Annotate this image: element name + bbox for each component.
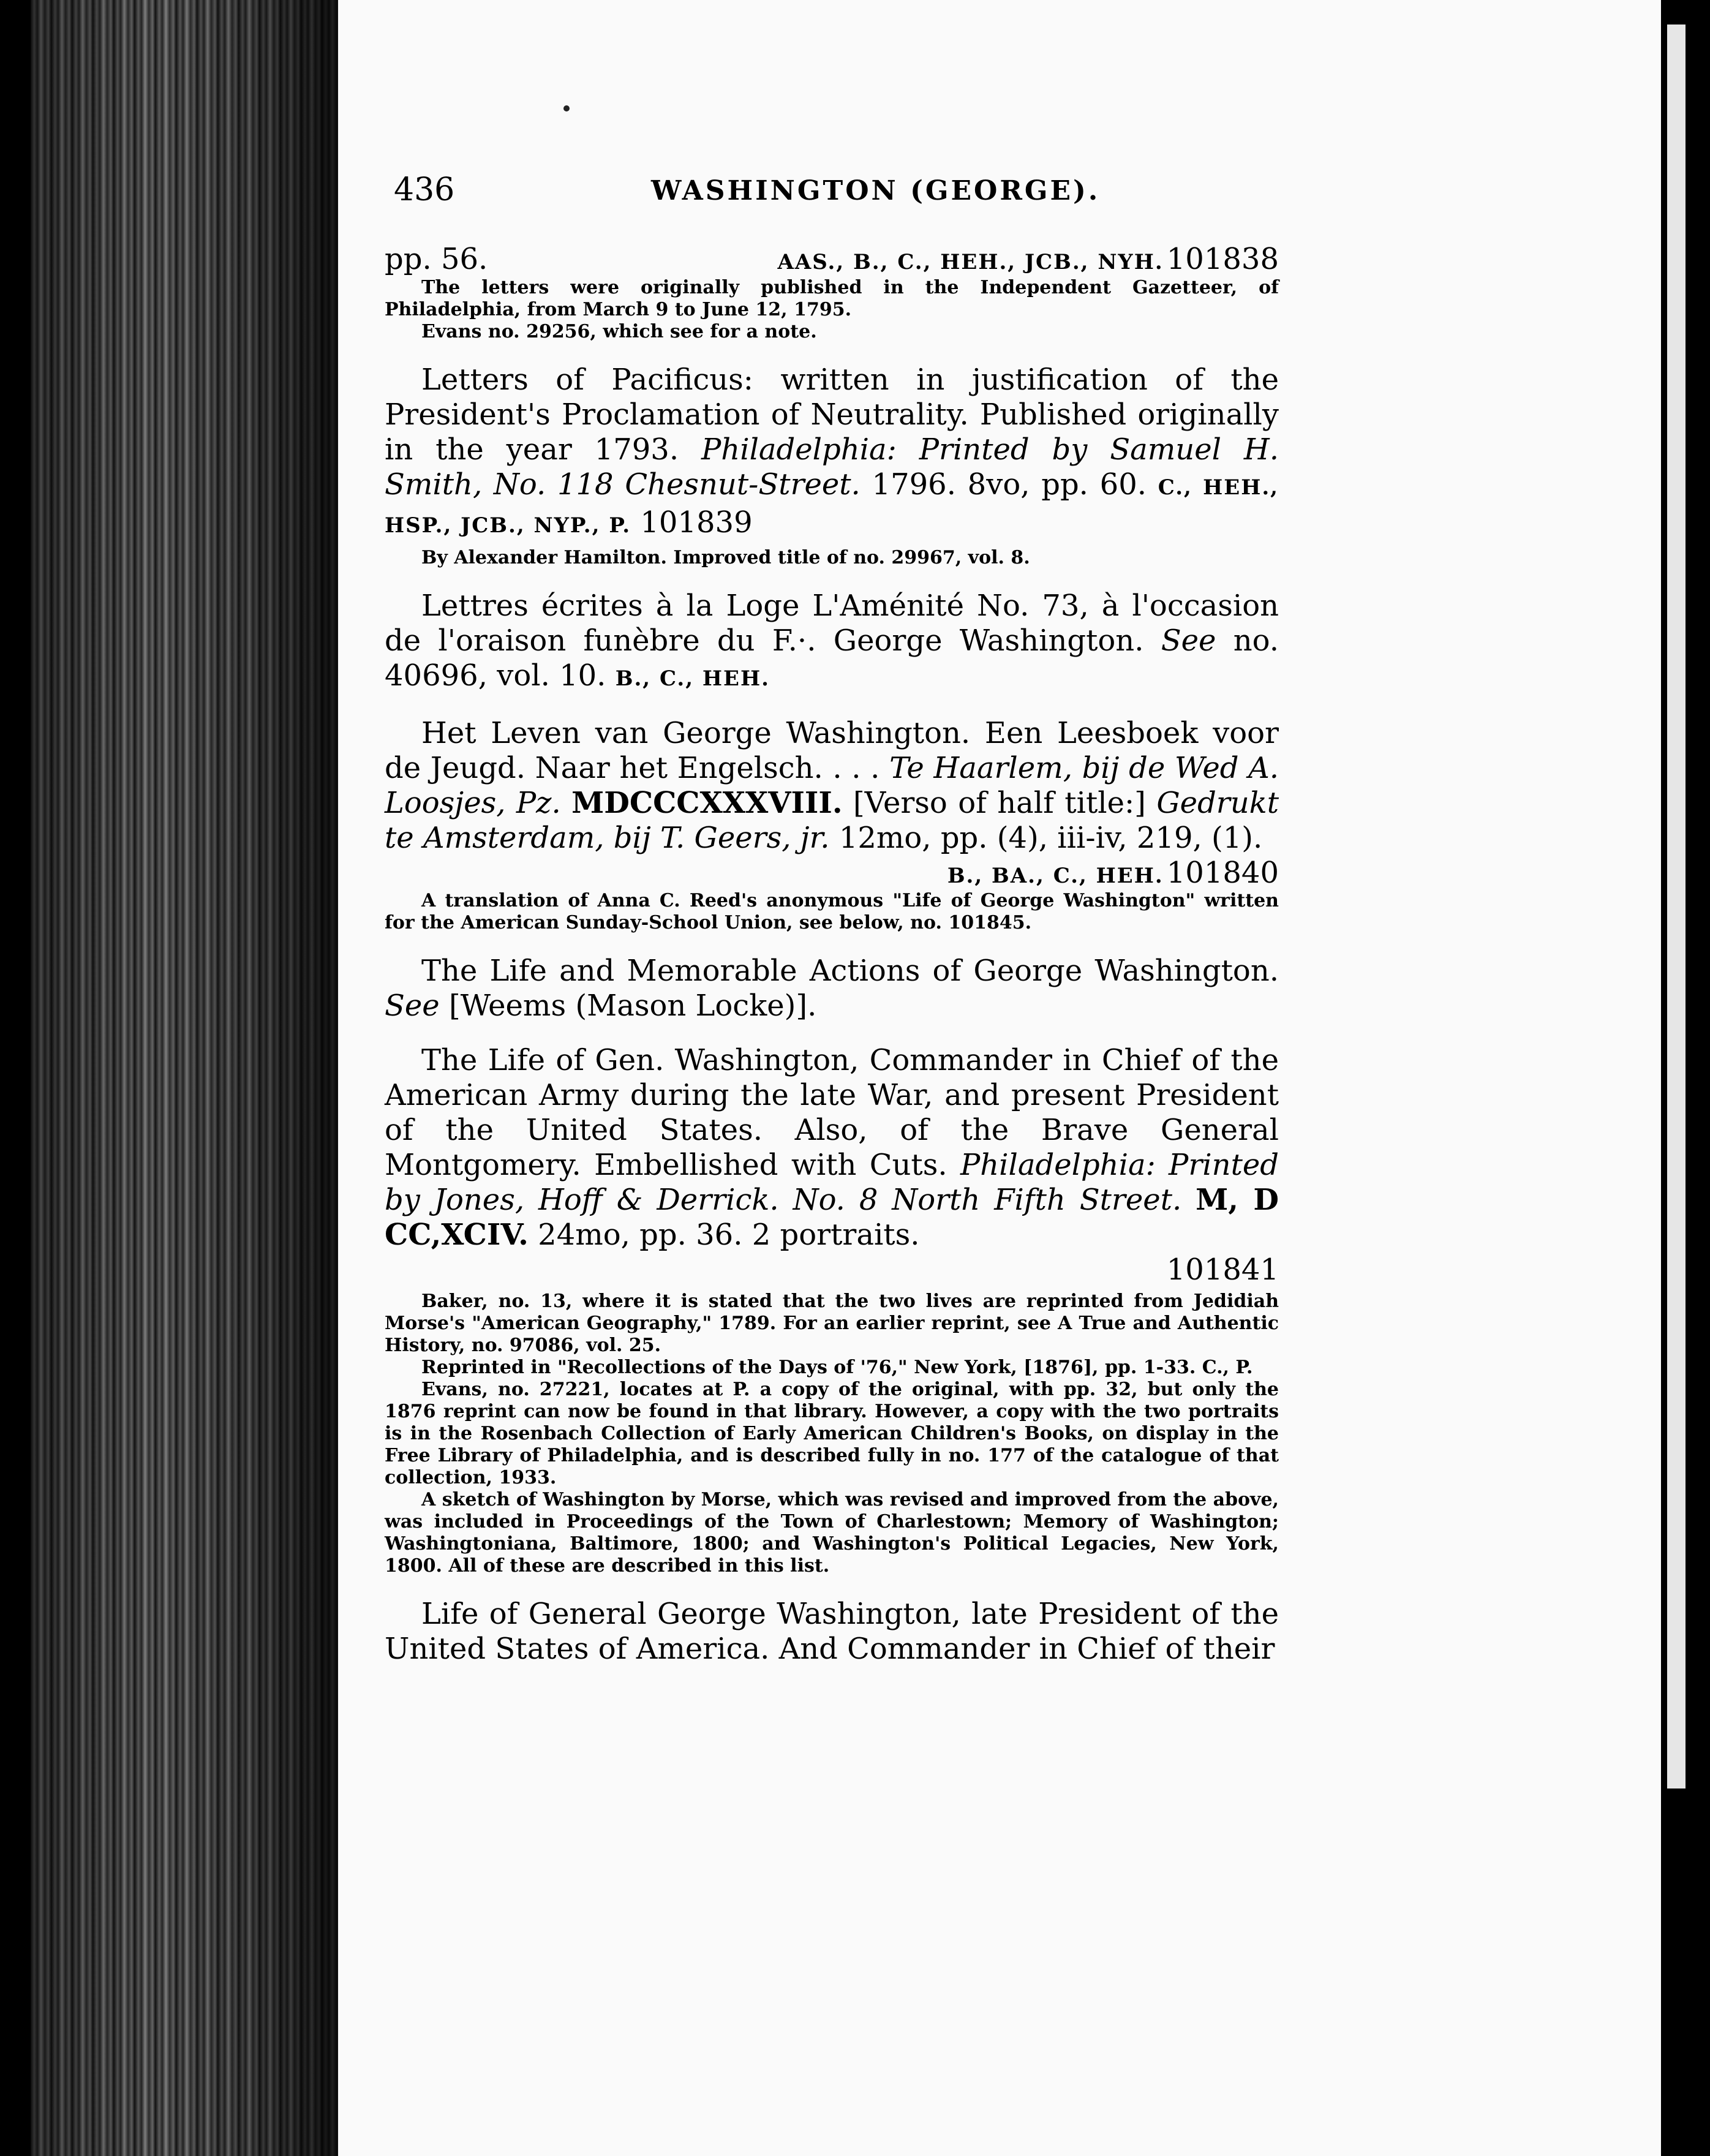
entry-note: Baker, no. 13, where it is stated that the two lives are reprinted from Jedidiah Morse's "American Geography," 1789. For an earlier reprint, see A True and Authentic History, no. 97086, vol. 25. xyxy=(385,1291,1279,1356)
facing-page-sliver xyxy=(1667,24,1686,1789)
entry-date: M, D CC,XCIV. xyxy=(385,1183,1279,1252)
entry-note: By Alexander Hamilton. Improved title of no. 29967, vol. 8. xyxy=(421,547,1030,568)
entry-101840 xyxy=(385,716,1279,934)
entry-note: A sketch of Washington by Morse, which was revised and improved from the above, was included in Proceedings of the Town of Charlestown; Memory of Washington; Washingtoniana, Baltimore, 1800; and Washington's Political Legacies, New York, 1800. All of these are described in this list. xyxy=(385,1489,1279,1577)
entry-pagination: pp. 56. xyxy=(385,242,488,276)
entry-body xyxy=(385,1043,1279,1253)
entry-verso-label: [Verso of half title:] xyxy=(853,786,1146,820)
entry-note: Reprinted in "Recollections of the Days of '76," New York, [1876], pp. 1-33. C., P. xyxy=(421,1357,1253,1378)
holdings: C., HEH., HSP., JCB., NYP., P. xyxy=(385,475,1279,538)
entry-id: 101838 xyxy=(1166,242,1279,276)
entry-imprint: Philadelphia: Printed by Jones, Hoff & Derrick. No. 8 North Fifth Street. xyxy=(385,1148,1279,1217)
entry-imprint: Te Haarlem, bij de Wed A. Loosjes, Pz. xyxy=(385,751,1279,820)
entry-body xyxy=(385,363,1279,543)
entry-collation: 1796. 8vo, pp. 60. xyxy=(872,467,1147,502)
see-reference-label: See xyxy=(1161,624,1216,658)
entry-title: Het Leven van George Washington. Een Leesboek voor de Jeugd. Naar het Engelsch. . . . xyxy=(385,716,1279,785)
entry-life-general xyxy=(385,1597,1279,1667)
main-column xyxy=(385,242,1279,1667)
entry-body xyxy=(385,954,1279,1023)
entry-title: The Life and Memorable Actions of George Washington. xyxy=(421,954,1279,988)
entry-collation: 24mo, pp. 36. 2 portraits. xyxy=(538,1218,920,1252)
entry-date: MDCCCXXXVIII. xyxy=(571,786,843,820)
entry-lettres xyxy=(385,589,1279,696)
entry-101839 xyxy=(385,363,1279,569)
cross-reference: no. 40696, vol. 10. xyxy=(385,624,1279,693)
entry-id-line xyxy=(385,1253,1279,1287)
page-header xyxy=(394,172,1277,214)
holdings: AAS., B., C., HEH., JCB., NYH. xyxy=(777,250,1164,274)
holdings: B., C., HEH. xyxy=(615,666,770,691)
entry-title: Lettres écrites à la Loge L'Aménité No. 73, à l'occasion de l'oraison funèbre du F.·. George Washington. xyxy=(385,589,1279,658)
cross-reference: [Weems (Mason Locke)]. xyxy=(448,989,817,1023)
entry-id: 101841 xyxy=(1166,1253,1279,1287)
entry-note: Evans, no. 27221, locates at P. a copy of the original, with pp. 32, but only the 1876 reprint can now be found in that library. However, a copy with the two portraits is in the Rosenbach Collection of Early American Children's Books, on display in the Free Library of Philadelphia, and is described fully in no. 177 of the catalogue of that collection, 1933. xyxy=(385,1379,1279,1488)
entry-note: Evans no. 29256, which see for a note. xyxy=(421,321,817,342)
entry-body xyxy=(385,589,1279,696)
entry-title: The Life of Gen. Washington, Commander in Chief of the American Army during the late War, and present President of the United States. Also, of the Brave General Montgomery. Embellished with Cuts. xyxy=(385,1043,1279,1182)
entry-101838-tail xyxy=(385,242,1279,277)
page-edge-shadow xyxy=(31,0,343,2156)
entry-title: Letters of Pacificus: written in justification of the President's Proclamation of Neutrality. Published originally in the year 1793. xyxy=(385,363,1279,467)
entry-holdings-line xyxy=(385,856,1279,890)
entry-note: The letters were originally published in the Independent Gazetteer, of Philadelphia, from March 9 to June 12, 1795. xyxy=(385,277,1279,320)
see-reference-label: See xyxy=(385,989,440,1023)
entry-note: A translation of Anna C. Reed's anonymous "Life of George Washington" written for the American Sunday-School Union, see below, no. 101845. xyxy=(385,890,1279,933)
entry-id: 101839 xyxy=(640,505,753,540)
entry-collation: 12mo, pp. (4), iii-iv, 219, (1). xyxy=(838,821,1263,855)
entry-imprint: Philadelphia: Printed by Samuel H. Smith, No. 118 Chesnut-Street. xyxy=(385,432,1279,502)
holdings: B., BA., C., HEH. xyxy=(947,864,1164,888)
running-head: WASHINGTON (GEORGE). xyxy=(651,175,1101,206)
entry-body: Life of General George Washington, late President of the United States of America. And Commander in Chief of their xyxy=(385,1597,1279,1666)
entry-life-memorable xyxy=(385,954,1279,1023)
page-number: 436 xyxy=(394,172,455,208)
entry-imprint-secondary: Gedrukt te Amsterdam, bij T. Geers, jr. xyxy=(385,786,1279,855)
ink-speck xyxy=(563,105,570,111)
entry-101841 xyxy=(385,1043,1279,1577)
entry-id: 101840 xyxy=(1166,856,1279,890)
entry-body xyxy=(385,716,1279,856)
